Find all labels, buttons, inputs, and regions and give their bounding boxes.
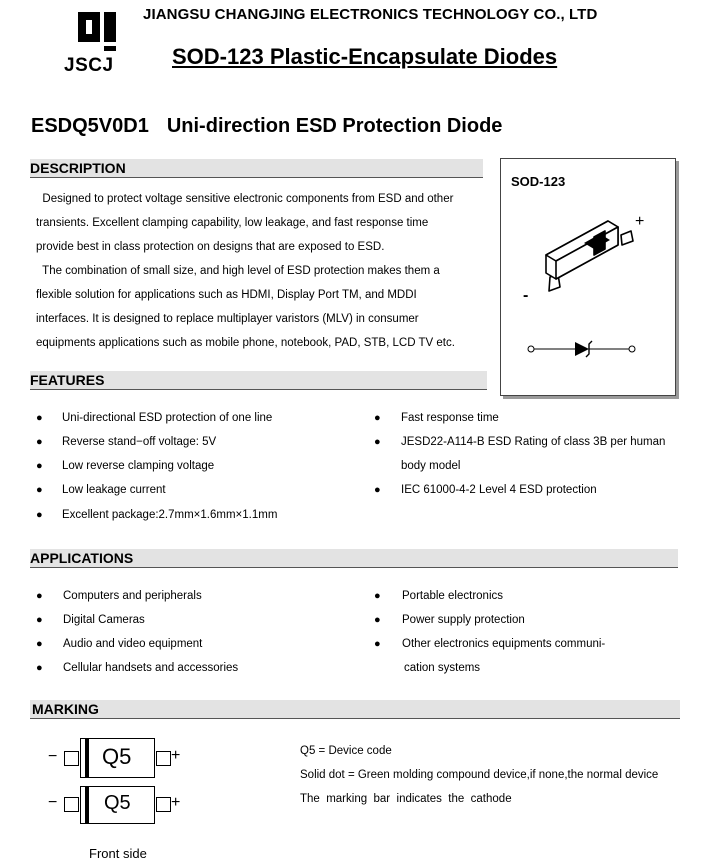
bullet-icon: ●	[36, 590, 43, 602]
bullet-icon: ●	[36, 460, 43, 472]
bullet-icon: ●	[374, 590, 381, 602]
left-lead	[64, 751, 79, 766]
sod123-package-drawing	[536, 207, 636, 302]
company-name: JIANGSU CHANGJING ELECTRONICS TECHNOLOGY CO., LTD	[143, 6, 598, 23]
bullet-icon: ●	[374, 638, 381, 650]
package-name: SOD-123	[511, 174, 566, 189]
feature-item: Excellent package:2.7mm×1.6mm×1.1mm	[62, 509, 278, 521]
application-item: Digital Cameras	[63, 614, 145, 626]
part-number: ESDQ5V0D1	[31, 115, 149, 137]
feature-item: Fast response time	[401, 412, 499, 424]
bullet-icon: ●	[36, 614, 43, 626]
feature-item-continued: body model	[401, 460, 461, 472]
feature-item: Low leakage current	[62, 484, 166, 496]
right-lead	[156, 751, 171, 766]
description-line: Designed to protect voltage sensitive electronic components from ESD and other	[36, 193, 454, 205]
bullet-icon: ●	[36, 484, 43, 496]
application-item: Audio and video equipment	[63, 638, 203, 650]
plus-sign: +	[171, 794, 181, 811]
logo-text: JSCJ	[64, 55, 114, 76]
bullet-icon: ●	[36, 638, 43, 650]
plus-sign: +	[171, 747, 181, 764]
applications-heading: APPLICATIONS	[30, 549, 678, 568]
part-description: Uni-direction ESD Protection Diode	[166, 115, 503, 137]
bullet-icon: ●	[36, 509, 43, 521]
application-item: Other electronics equipments communi-	[402, 638, 606, 650]
bullet-icon: ●	[36, 412, 43, 424]
bullet-icon: ●	[374, 484, 381, 496]
description-line: provide best in class protection on designs that are exposed to ESD.	[36, 241, 385, 253]
marking-code: Q5	[104, 792, 131, 814]
features-heading: FEATURES	[30, 371, 487, 390]
description-line: interfaces. It is designed to replace multiplayer varistors (MLV) in consumer	[36, 313, 419, 325]
application-item: Computers and peripherals	[63, 590, 202, 602]
marking-package-bottom	[48, 786, 188, 828]
minus-sign: −	[48, 748, 58, 765]
cathode-bar	[85, 739, 89, 777]
package-box	[500, 158, 676, 396]
marking-note: Solid dot = Green molding compound device,if none,the normal device	[300, 769, 659, 781]
description-line: equipments applications such as mobile phone, notebook, PAD, STB, LCD TV etc.	[36, 337, 455, 349]
application-item: Cellular handsets and accessories	[63, 662, 239, 674]
marking-heading: MARKING	[30, 700, 680, 719]
bullet-icon: ●	[36, 436, 43, 448]
jscj-logo-icon	[76, 8, 120, 54]
feature-item: Uni-directional ESD protection of one line	[62, 412, 273, 424]
feature-item: Reverse stand−off voltage: 5V	[62, 436, 217, 448]
package-plus: +	[635, 213, 645, 230]
application-item: Portable electronics	[402, 590, 503, 602]
description-heading: DESCRIPTION	[30, 159, 483, 178]
description-line: flexible solution for applications such as HDMI, Display Port TM, and MDDI	[36, 289, 417, 301]
right-lead	[156, 797, 171, 812]
marking-code: Q5	[102, 744, 132, 769]
diode-symbol-icon	[519, 337, 649, 361]
application-item: Power supply protection	[402, 614, 525, 626]
part-heading	[31, 115, 520, 138]
document-title: SOD-123 Plastic-Encapsulate Diodes	[172, 44, 558, 69]
marking-note: Q5 = Device code	[300, 745, 392, 757]
application-item-continued: cation systems	[404, 662, 481, 674]
description-line: transients. Excellent clamping capability, low leakage, and fast response time	[36, 217, 429, 229]
bullet-icon: ●	[374, 614, 381, 626]
marking-caption: Front side	[89, 846, 147, 861]
feature-item: JESD22-A114-B ESD Rating of class 3B per human	[401, 436, 666, 448]
feature-item: Low reverse clamping voltage	[62, 460, 215, 472]
left-lead	[64, 797, 79, 812]
bullet-icon: ●	[36, 662, 43, 674]
minus-sign: −	[48, 794, 58, 811]
description-line: The combination of small size, and high level of ESD protection makes them a	[36, 265, 440, 277]
package-minus: -	[523, 287, 529, 304]
marking-note: The marking bar indicates the cathode	[300, 793, 512, 805]
feature-item: IEC 61000-4-2 Level 4 ESD protection	[401, 484, 597, 496]
bullet-icon: ●	[374, 412, 381, 424]
marking-package-top	[48, 738, 188, 780]
cathode-bar	[85, 787, 89, 823]
bullet-icon: ●	[374, 436, 381, 448]
